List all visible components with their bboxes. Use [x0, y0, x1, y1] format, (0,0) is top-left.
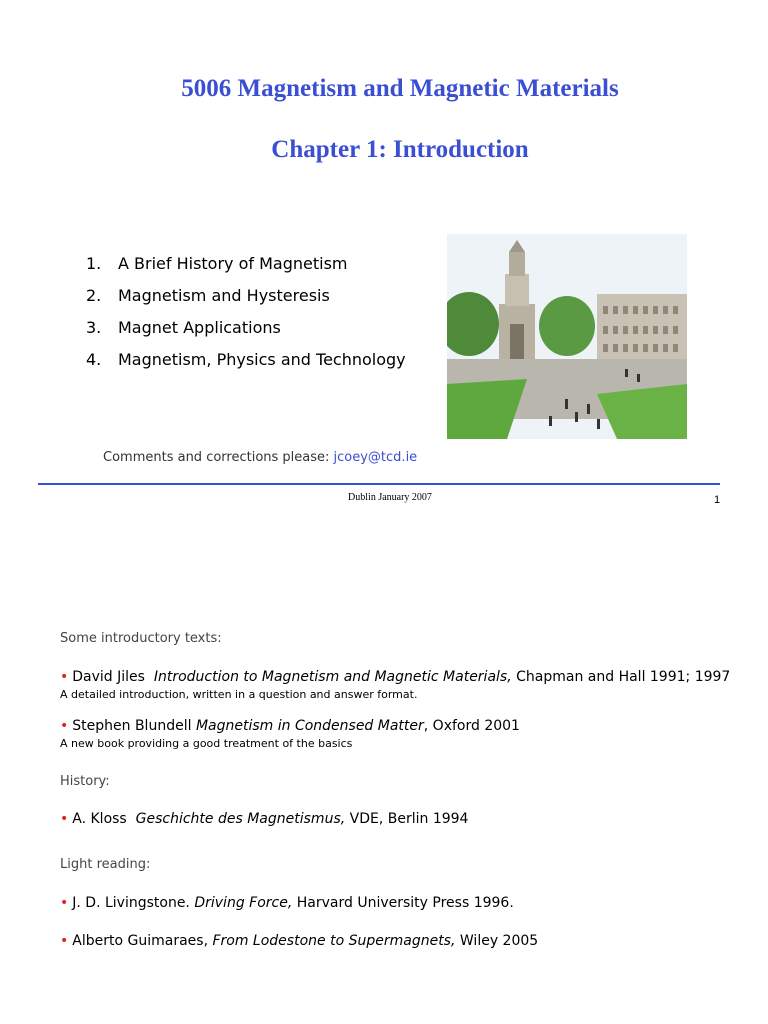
reference-entry [60, 669, 730, 685]
reference-author: Stephen Blundell [72, 718, 192, 734]
reference-author: A. Kloss [72, 811, 127, 827]
comments-line [103, 450, 417, 465]
bullet-icon: • [60, 933, 69, 949]
reference-title: Geschichte des Magnetismus, [135, 811, 346, 827]
toc-item [86, 284, 406, 316]
reference-entry [60, 933, 538, 949]
bullet-icon: • [60, 718, 69, 734]
light-reading-heading: Light reading: [60, 857, 151, 872]
reference-title: From Lodestone to Supermagnets, [212, 933, 456, 949]
reference-entry [60, 811, 468, 827]
toc-item [86, 316, 406, 348]
toc-number: 4. [86, 350, 102, 369]
history-heading: History: [60, 774, 110, 789]
toc-number: 2. [86, 286, 102, 305]
toc-label: A Brief History of Magnetism [118, 254, 348, 273]
reference-publisher: Wiley 2005 [459, 933, 539, 949]
reference-publisher: VDE, Berlin 1994 [349, 811, 469, 827]
reference-entry [60, 718, 520, 734]
email-link[interactable]: jcoey@tcd.ie [333, 450, 418, 465]
toc-label: Magnet Applications [118, 318, 281, 337]
slide-footer: Dublin January 2007 [348, 492, 432, 503]
reference-title: Driving Force, [194, 895, 293, 911]
page-number: 1 [714, 494, 721, 506]
reference-author: David Jiles [72, 669, 145, 685]
comments-label: Comments and corrections please: [103, 450, 334, 465]
reference-publisher: Harvard University Press 1996. [296, 895, 514, 911]
bullet-icon: • [60, 669, 69, 685]
toc-number: 3. [86, 318, 102, 337]
reference-publisher: , Oxford 2001 [423, 718, 520, 734]
toc-item [86, 252, 406, 284]
reference-author: Alberto Guimaraes, [72, 933, 209, 949]
table-of-contents [86, 252, 406, 380]
bullet-icon: • [60, 811, 69, 827]
reference-note: A new book providing a good treatment of the basics [60, 737, 353, 750]
reference-author: J. D. Livingstone. [72, 895, 190, 911]
campus-photo [447, 234, 687, 439]
intro-heading: Some introductory texts: [60, 631, 222, 646]
divider [38, 483, 720, 485]
bullet-icon: • [60, 895, 69, 911]
reference-entry [60, 895, 514, 911]
toc-number: 1. [86, 254, 102, 273]
reference-publisher: Chapman and Hall 1991; 1997 [516, 669, 731, 685]
reference-title: Introduction to Magnetism and Magnetic Materials, [153, 669, 512, 685]
toc-label: Magnetism, Physics and Technology [118, 350, 406, 369]
toc-item [86, 348, 406, 380]
reference-title: Magnetism in Condensed Matter [195, 718, 424, 734]
reference-note: A detailed introduction, written in a question and answer format. [60, 688, 418, 701]
toc-label: Magnetism and Hysteresis [118, 286, 330, 305]
chapter-heading: Chapter 1: Introduction [271, 136, 529, 163]
document-title: 5006 Magnetism and Magnetic Materials [181, 75, 619, 102]
